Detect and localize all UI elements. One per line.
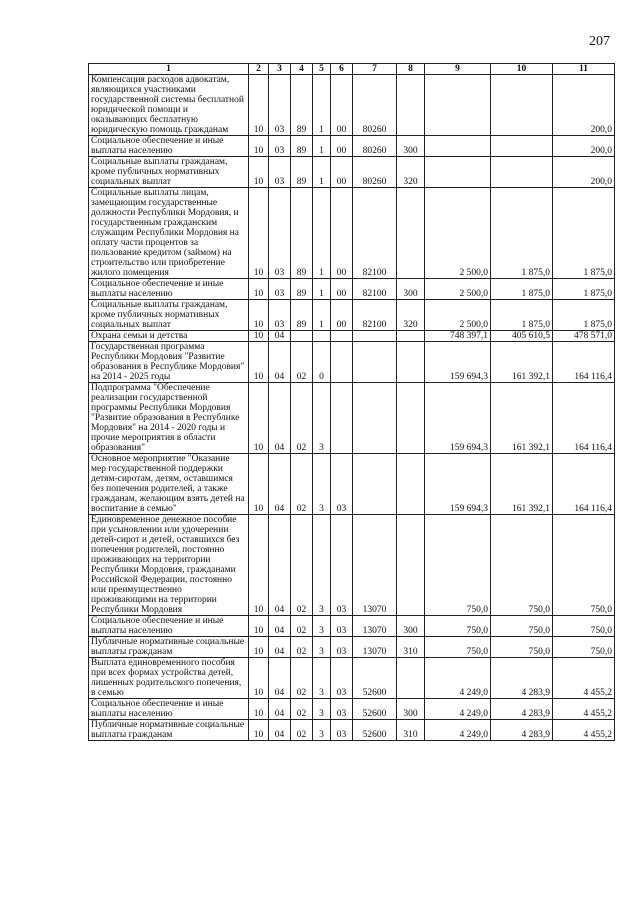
row-name: Социальные выплаты лицам, замещающим государственные должности Республики Мордовия, и государственным гражданским служащим Республики Мордовия на оплату части процентов за пользование кредитом (займом) на строительство или приобретение жилого помещения bbox=[89, 188, 249, 279]
row-name: Выплата единовременного пособия при всех формах устройства детей, лишенных родительского попечения, в семью bbox=[89, 658, 249, 699]
code-subprogram bbox=[313, 331, 331, 342]
row-name: Социальное обеспечение и иные выплаты населению bbox=[89, 279, 249, 300]
code-subsection: 04 bbox=[269, 616, 291, 637]
table-row bbox=[89, 136, 615, 157]
code-event: 03 bbox=[331, 699, 353, 720]
code-expense-type bbox=[397, 188, 425, 279]
code-event: 00 bbox=[331, 188, 353, 279]
code-program: 02 bbox=[291, 699, 313, 720]
code-subsection: 03 bbox=[269, 75, 291, 136]
table-row bbox=[89, 157, 615, 188]
table-row bbox=[89, 454, 615, 515]
code-expense-type bbox=[397, 454, 425, 515]
code-event: 03 bbox=[331, 637, 353, 658]
table-row bbox=[89, 75, 615, 136]
code-direction: 82100 bbox=[353, 188, 397, 279]
code-direction bbox=[353, 383, 397, 454]
row-name: Социальное обеспечение и иные выплаты населению bbox=[89, 136, 249, 157]
col-header: 3 bbox=[269, 64, 291, 75]
code-subprogram: 1 bbox=[313, 188, 331, 279]
code-program bbox=[291, 331, 313, 342]
code-section: 10 bbox=[249, 300, 269, 331]
amount-year-3: 750,0 bbox=[553, 616, 615, 637]
code-direction: 80260 bbox=[353, 136, 397, 157]
code-subprogram: 0 bbox=[313, 342, 331, 383]
code-direction: 52600 bbox=[353, 658, 397, 699]
amount-year-1: 159 694,3 bbox=[425, 342, 491, 383]
amount-year-1: 159 694,3 bbox=[425, 383, 491, 454]
code-subsection: 04 bbox=[269, 720, 291, 741]
code-event: 03 bbox=[331, 616, 353, 637]
col-header: 10 bbox=[491, 64, 553, 75]
code-event: 03 bbox=[331, 720, 353, 741]
code-section: 10 bbox=[249, 515, 269, 616]
amount-year-2: 161 392,1 bbox=[491, 383, 553, 454]
code-event: 00 bbox=[331, 75, 353, 136]
table-body bbox=[89, 75, 615, 741]
table-row bbox=[89, 658, 615, 699]
code-event bbox=[331, 383, 353, 454]
row-name: Подпрограмма "Обеспечение реализации государственной программы Республики Мордовия "Развитие образования в Республике Мордовия" на 2014 - 2020 годы и прочие мероприятия в области образования" bbox=[89, 383, 249, 454]
col-header: 6 bbox=[331, 64, 353, 75]
amount-year-2: 161 392,1 bbox=[491, 454, 553, 515]
code-program: 02 bbox=[291, 342, 313, 383]
table-row bbox=[89, 300, 615, 331]
code-event: 03 bbox=[331, 515, 353, 616]
code-section: 10 bbox=[249, 331, 269, 342]
code-program: 89 bbox=[291, 300, 313, 331]
code-event: 03 bbox=[331, 454, 353, 515]
code-subsection: 04 bbox=[269, 383, 291, 454]
code-subprogram: 3 bbox=[313, 637, 331, 658]
amount-year-3: 750,0 bbox=[553, 515, 615, 616]
code-expense-type: 320 bbox=[397, 300, 425, 331]
amount-year-3: 1 875,0 bbox=[553, 300, 615, 331]
amount-year-1: 2 500,0 bbox=[425, 279, 491, 300]
code-expense-type: 310 bbox=[397, 720, 425, 741]
amount-year-1: 4 249,0 bbox=[425, 699, 491, 720]
code-event: 00 bbox=[331, 279, 353, 300]
amount-year-2 bbox=[491, 136, 553, 157]
table-row bbox=[89, 699, 615, 720]
col-header: 1 bbox=[89, 64, 249, 75]
code-direction: 13070 bbox=[353, 515, 397, 616]
budget-table bbox=[88, 63, 615, 741]
table-row bbox=[89, 383, 615, 454]
code-subsection: 04 bbox=[269, 699, 291, 720]
row-name: Государственная программа Республики Мордовия "Развитие образования в Республике Мордовия" на 2014 - 2025 годы bbox=[89, 342, 249, 383]
amount-year-2: 161 392,1 bbox=[491, 342, 553, 383]
col-header: 7 bbox=[353, 64, 397, 75]
code-subsection: 04 bbox=[269, 515, 291, 616]
row-name: Социальные выплаты гражданам, кроме публичных нормативных социальных выплат bbox=[89, 300, 249, 331]
code-subprogram: 3 bbox=[313, 616, 331, 637]
code-subsection: 03 bbox=[269, 300, 291, 331]
col-header: 9 bbox=[425, 64, 491, 75]
code-section: 10 bbox=[249, 720, 269, 741]
amount-year-1: 750,0 bbox=[425, 637, 491, 658]
amount-year-1: 4 249,0 bbox=[425, 720, 491, 741]
table-row bbox=[89, 720, 615, 741]
code-subsection: 04 bbox=[269, 658, 291, 699]
table-row bbox=[89, 616, 615, 637]
header-row bbox=[89, 64, 615, 75]
code-direction: 82100 bbox=[353, 279, 397, 300]
code-subprogram: 3 bbox=[313, 658, 331, 699]
code-program: 02 bbox=[291, 383, 313, 454]
amount-year-2: 1 875,0 bbox=[491, 300, 553, 331]
code-expense-type: 300 bbox=[397, 136, 425, 157]
code-program: 02 bbox=[291, 720, 313, 741]
code-expense-type bbox=[397, 658, 425, 699]
code-expense-type: 300 bbox=[397, 616, 425, 637]
code-subprogram: 1 bbox=[313, 157, 331, 188]
table-row bbox=[89, 637, 615, 658]
code-subsection: 03 bbox=[269, 279, 291, 300]
code-subprogram: 1 bbox=[313, 75, 331, 136]
code-direction: 80260 bbox=[353, 75, 397, 136]
code-section: 10 bbox=[249, 454, 269, 515]
amount-year-1: 2 500,0 bbox=[425, 300, 491, 331]
code-program: 02 bbox=[291, 515, 313, 616]
code-section: 10 bbox=[249, 342, 269, 383]
code-direction: 52600 bbox=[353, 720, 397, 741]
row-name: Основное мероприятие "Оказание мер государственной поддержки детям-сиротам, детям, оставшимся без попечения родителей, а также гражданам, желающим взять детей на воспитание в семью" bbox=[89, 454, 249, 515]
code-subprogram: 3 bbox=[313, 454, 331, 515]
row-name: Социальное обеспечение и иные выплаты населению bbox=[89, 616, 249, 637]
row-name: Компенсация расходов адвокатам, являющихся участниками государственной системы бесплатной юридической помощи и оказывающих бесплатную юридическую помощь гражданам bbox=[89, 75, 249, 136]
amount-year-3: 478 571,0 bbox=[553, 331, 615, 342]
amount-year-1: 4 249,0 bbox=[425, 658, 491, 699]
amount-year-3: 750,0 bbox=[553, 637, 615, 658]
amount-year-3: 200,0 bbox=[553, 75, 615, 136]
code-expense-type bbox=[397, 331, 425, 342]
row-name: Охрана семьи и детства bbox=[89, 331, 249, 342]
code-expense-type: 300 bbox=[397, 699, 425, 720]
col-header: 8 bbox=[397, 64, 425, 75]
amount-year-2 bbox=[491, 75, 553, 136]
amount-year-1 bbox=[425, 157, 491, 188]
code-subsection: 03 bbox=[269, 188, 291, 279]
amount-year-2: 405 610,5 bbox=[491, 331, 553, 342]
code-section: 10 bbox=[249, 75, 269, 136]
code-subsection: 04 bbox=[269, 454, 291, 515]
code-program: 89 bbox=[291, 188, 313, 279]
amount-year-1: 750,0 bbox=[425, 515, 491, 616]
amount-year-2: 1 875,0 bbox=[491, 188, 553, 279]
code-subprogram: 3 bbox=[313, 720, 331, 741]
amount-year-1: 748 397,1 bbox=[425, 331, 491, 342]
amount-year-3: 164 116,4 bbox=[553, 383, 615, 454]
amount-year-3: 164 116,4 bbox=[553, 454, 615, 515]
amount-year-2: 4 283,9 bbox=[491, 720, 553, 741]
code-program: 02 bbox=[291, 637, 313, 658]
code-direction: 80260 bbox=[353, 157, 397, 188]
code-expense-type: 310 bbox=[397, 637, 425, 658]
amount-year-1: 159 694,3 bbox=[425, 454, 491, 515]
amount-year-3: 4 455,2 bbox=[553, 720, 615, 741]
amount-year-3: 200,0 bbox=[553, 136, 615, 157]
table-row bbox=[89, 188, 615, 279]
amount-year-3: 4 455,2 bbox=[553, 699, 615, 720]
code-program: 02 bbox=[291, 616, 313, 637]
code-direction: 13070 bbox=[353, 616, 397, 637]
table-row bbox=[89, 342, 615, 383]
amount-year-3: 4 455,2 bbox=[553, 658, 615, 699]
code-section: 10 bbox=[249, 637, 269, 658]
amount-year-1 bbox=[425, 75, 491, 136]
row-name: Единовременное денежное пособие при усыновлении или удочерении детей-сирот и детей, оставшихся без попечения родителей, постоянно проживающих на территории Республики Мордовия, гражданами Российской Федерации, постоянно или преимущественно проживающими на территории Республики Мордовия bbox=[89, 515, 249, 616]
col-header: 5 bbox=[313, 64, 331, 75]
code-subprogram: 3 bbox=[313, 383, 331, 454]
code-program: 89 bbox=[291, 157, 313, 188]
table-row bbox=[89, 515, 615, 616]
code-event: 00 bbox=[331, 136, 353, 157]
code-section: 10 bbox=[249, 136, 269, 157]
code-direction: 13070 bbox=[353, 637, 397, 658]
row-name: Социальные выплаты гражданам, кроме публичных нормативных социальных выплат bbox=[89, 157, 249, 188]
amount-year-2 bbox=[491, 157, 553, 188]
code-direction bbox=[353, 342, 397, 383]
code-subsection: 03 bbox=[269, 136, 291, 157]
code-event bbox=[331, 342, 353, 383]
code-direction: 52600 bbox=[353, 699, 397, 720]
amount-year-1: 2 500,0 bbox=[425, 188, 491, 279]
code-program: 89 bbox=[291, 279, 313, 300]
code-section: 10 bbox=[249, 157, 269, 188]
code-expense-type bbox=[397, 383, 425, 454]
code-subsection: 04 bbox=[269, 331, 291, 342]
code-program: 89 bbox=[291, 136, 313, 157]
amount-year-2: 4 283,9 bbox=[491, 699, 553, 720]
amount-year-2: 1 875,0 bbox=[491, 279, 553, 300]
code-subsection: 04 bbox=[269, 342, 291, 383]
amount-year-3: 200,0 bbox=[553, 157, 615, 188]
amount-year-2: 4 283,9 bbox=[491, 658, 553, 699]
col-header: 2 bbox=[249, 64, 269, 75]
code-subprogram: 1 bbox=[313, 279, 331, 300]
code-expense-type bbox=[397, 342, 425, 383]
table-row bbox=[89, 279, 615, 300]
code-event: 00 bbox=[331, 157, 353, 188]
code-expense-type: 300 bbox=[397, 279, 425, 300]
amount-year-3: 1 875,0 bbox=[553, 188, 615, 279]
code-subprogram: 3 bbox=[313, 699, 331, 720]
code-section: 10 bbox=[249, 188, 269, 279]
code-event: 03 bbox=[331, 658, 353, 699]
code-section: 10 bbox=[249, 658, 269, 699]
amount-year-2: 750,0 bbox=[491, 637, 553, 658]
amount-year-1: 750,0 bbox=[425, 616, 491, 637]
code-section: 10 bbox=[249, 279, 269, 300]
code-subsection: 03 bbox=[269, 157, 291, 188]
code-subprogram: 3 bbox=[313, 515, 331, 616]
code-subprogram: 1 bbox=[313, 136, 331, 157]
col-header: 4 bbox=[291, 64, 313, 75]
code-subsection: 04 bbox=[269, 637, 291, 658]
table-row bbox=[89, 331, 615, 342]
row-name: Публичные нормативные социальные выплаты гражданам bbox=[89, 637, 249, 658]
code-event: 00 bbox=[331, 300, 353, 331]
code-section: 10 bbox=[249, 699, 269, 720]
code-direction: 82100 bbox=[353, 300, 397, 331]
code-section: 10 bbox=[249, 616, 269, 637]
row-name: Социальное обеспечение и иные выплаты населению bbox=[89, 699, 249, 720]
code-expense-type: 320 bbox=[397, 157, 425, 188]
code-direction bbox=[353, 331, 397, 342]
code-direction bbox=[353, 454, 397, 515]
amount-year-2: 750,0 bbox=[491, 616, 553, 637]
code-expense-type bbox=[397, 75, 425, 136]
amount-year-3: 1 875,0 bbox=[553, 279, 615, 300]
col-header: 11 bbox=[553, 64, 615, 75]
code-program: 02 bbox=[291, 658, 313, 699]
code-subprogram: 1 bbox=[313, 300, 331, 331]
code-section: 10 bbox=[249, 383, 269, 454]
code-program: 89 bbox=[291, 75, 313, 136]
amount-year-1 bbox=[425, 136, 491, 157]
code-event bbox=[331, 331, 353, 342]
code-expense-type bbox=[397, 515, 425, 616]
amount-year-2: 750,0 bbox=[491, 515, 553, 616]
page-number: 207 bbox=[589, 34, 610, 49]
code-program: 02 bbox=[291, 454, 313, 515]
row-name: Публичные нормативные социальные выплаты гражданам bbox=[89, 720, 249, 741]
amount-year-3: 164 116,4 bbox=[553, 342, 615, 383]
